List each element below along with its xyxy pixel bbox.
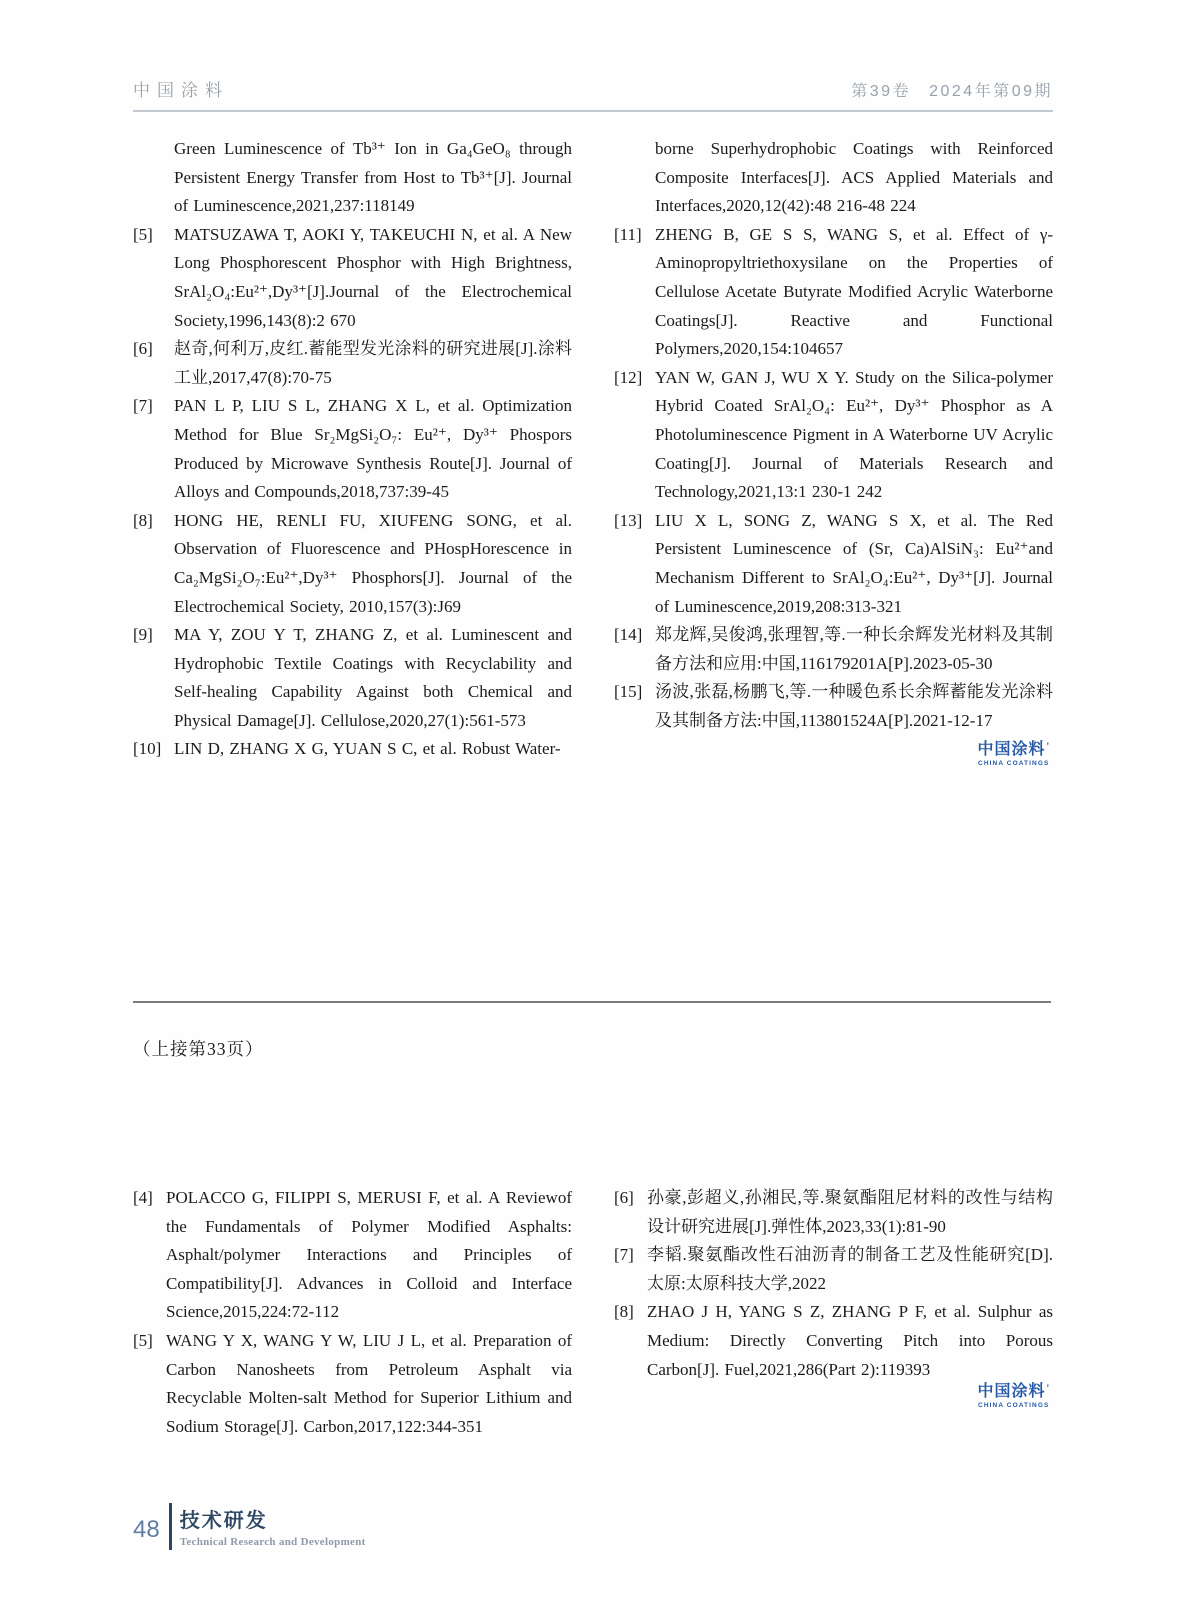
reference-item <box>614 1298 1053 1384</box>
reference-item <box>614 621 1053 678</box>
section-title-cn: 技术研发 <box>179 1510 268 1532</box>
reference-item <box>133 335 572 392</box>
page-number: 48 <box>133 1516 160 1543</box>
continuation-note: （上接第33页） <box>133 1039 264 1059</box>
reference-item <box>133 1327 572 1441</box>
reference-number: [6] <box>614 1188 634 1207</box>
references-bottom-section <box>133 1184 1053 1441</box>
reference-text: HONG HE, RENLI FU, XIUFENG SONG, et al. Observation of Fluorescence and PHospHorescence in Ca₂MgSi₂O₇:Eu²⁺,Dy³⁺ Phosphors[J]. Journal of the Electrochemical Society, 2010,157(3):J69 <box>174 510 572 616</box>
reference-item <box>133 392 572 506</box>
issue-info <box>851 78 1053 101</box>
reference-item <box>614 221 1053 364</box>
reference-item <box>133 507 572 621</box>
reference-item <box>614 1184 1053 1241</box>
logo-wordmark-cn: 中国涂料’ <box>977 1383 1050 1400</box>
journal-name: 中国涂料 <box>133 81 229 100</box>
reference-item <box>133 1184 572 1327</box>
reference-number: [15] <box>614 682 643 702</box>
reference-text: MATSUZAWA T, AOKI Y, TAKEUCHI N, et al. A New Long Phosphorescent Phosphor with High Brightness, SrAl₂O₄:Eu²⁺,Dy³⁺[J].Journal of the Electrochemical Society,1996,143(8):2 670 <box>174 224 572 330</box>
reference-number: [4] <box>133 1188 153 1207</box>
reference-number: [8] <box>614 1302 634 1322</box>
reference-number: [7] <box>133 396 153 416</box>
references-top-left-column <box>133 135 572 764</box>
reference-text: ZHENG B, GE S S, WANG S, et al. Effect of γ-Aminopropyltriethoxysilane on the Properties of Cellulose Acetate Butyrate Modified Acrylic Waterborne Coatings[J]. Reactive and Functional Polymers,2020,154:104657 <box>655 224 1053 359</box>
reference-text: 汤波,张磊,杨鹏飞,等.一种暖色系长余辉蓄能发光涂料及其制备方法:中国,113801524A[P].2021-12-17 <box>655 682 1053 730</box>
page-footer <box>133 1503 366 1550</box>
references-top-right-column <box>614 135 1053 764</box>
reference-text: Green Luminescence of Tb³⁺ Ion in Ga₄GeO₈ through Persistent Energy Transfer from Host to Tb³⁺[J]. Journal of Luminescence,2021,237:118149 <box>174 139 572 216</box>
reference-item <box>614 678 1053 735</box>
logo-wordmark-cn: 中国涂料’ <box>977 741 1050 758</box>
reference-number: [6] <box>133 339 153 359</box>
logo-mark: ’ <box>1046 741 1050 751</box>
reference-number: [11] <box>614 224 642 244</box>
reference-item <box>133 621 572 735</box>
logo-wordmark-en: CHINA COATINGS <box>978 1402 1050 1409</box>
reference-text: borne Superhydrophobic Coatings with Reinforced Composite Interfaces[J]. ACS Applied Materials and Interfaces,2020,12(42):48 216-48 224 <box>655 139 1053 216</box>
reference-number: [7] <box>614 1245 634 1265</box>
reference-text: LIU X L, SONG Z, WANG S X, et al. The Red Persistent Luminescence of (Sr, Ca)AlSiN₃: Eu²⁺and Mechanism Different to SrAl₂O₄:Eu²⁺, Dy³⁺[J]. Journal of Luminescence,2019,208:313-321 <box>655 510 1053 616</box>
reference-text: POLACCO G, FILIPPI S, MERUSI F, et al. A Reviewof the Fundamentals of Polymer Modified Asphalts: Asphalt/polymer Interactions and Principles of Compatibility[J]. Advances in Colloid and Interface Science,2015,224:72-112 <box>166 1188 572 1322</box>
reference-number: [10] <box>133 739 162 759</box>
reference-item <box>614 507 1053 621</box>
reference-text: PAN L P, LIU S L, ZHANG X L, et al. Optimization Method for Blue Sr₂MgSi₂O₇: Eu²⁺, Dy³⁺ Phospors Produced by Microwave Synthesis Route[J]. Journal of Alloys and Compounds,2018,737:39-45 <box>174 396 572 502</box>
reference-text: 李韬.聚氨酯改性石油沥青的制备工艺及性能研究[D].太原:太原科技大学,2022 <box>647 1245 1053 1293</box>
reference-number: [13] <box>614 510 643 530</box>
reference-text: YAN W, GAN J, WU X Y. Study on the Silica-polymer Hybrid Coated SrAl₂O₄: Eu²⁺, Dy³⁺ Phosphor as A Photoluminescence Pigment in A Waterborne UV Acrylic Coating[J]. Journal of Materials Research and Technology,2021,13:1 230-1 242 <box>655 367 1053 502</box>
reference-number: [5] <box>133 1330 153 1350</box>
reference-text: 孙豪,彭超义,孙湘民,等.聚氨酯阻尼材料的改性与结构设计研究进展[J].弹性体,2023,33(1):81-90 <box>647 1188 1053 1236</box>
china-coatings-logo <box>977 742 1050 768</box>
reference-item <box>614 364 1053 507</box>
section-title-en: Technical Research and Development <box>179 1536 366 1548</box>
reference-number: [12] <box>614 367 643 387</box>
reference-text: 郑龙辉,吴俊鸿,张理智,等.一种长余辉发光材料及其制备方法和应用:中国,116179201A[P].2023-05-30 <box>655 625 1053 673</box>
section-divider <box>133 1001 1051 1003</box>
china-coatings-logo <box>977 1384 1050 1410</box>
footer-divider-bar <box>169 1503 172 1550</box>
volume-label: 第39卷 <box>851 83 912 100</box>
page-header <box>133 76 1053 112</box>
reference-number: [5] <box>133 224 153 244</box>
footer-section-titles <box>180 1503 366 1550</box>
reference-text: WANG Y X, WANG Y W, LIU J L, et al. Preparation of Carbon Nanosheets from Petroleum Asphalt via Recyclable Molten-salt Method for Superior Lithium and Sodium Storage[J]. Carbon,2017,122:344-351 <box>166 1330 572 1436</box>
reference-item <box>614 135 1053 221</box>
references-bottom-left-column <box>133 1184 572 1441</box>
reference-item <box>133 735 572 764</box>
logo-mark: ’ <box>1046 1383 1050 1393</box>
reference-text: ZHAO J H, YANG S Z, ZHANG P F, et al. Sulphur as Medium: Directly Converting Pitch into Porous Carbon[J]. Fuel,2021,286(Part 2):119393 <box>647 1302 1053 1379</box>
issue-label: 2024年第09期 <box>929 83 1053 100</box>
reference-item <box>133 221 572 335</box>
references-top-section <box>133 135 1053 764</box>
reference-text: MA Y, ZOU Y T, ZHANG Z, et al. Luminescent and Hydrophobic Textile Coatings with Recyclability and Self-healing Capability Against both Chemical and Physical Damage[J]. Cellulose,2020,27(1):561-573 <box>174 625 572 730</box>
reference-number: [8] <box>133 510 153 530</box>
reference-item <box>614 1241 1053 1298</box>
reference-text: 赵奇,何利万,皮红.蓄能型发光涂料的研究进展[J].涂料工业,2017,47(8):70-75 <box>174 339 572 387</box>
reference-number: [9] <box>133 625 153 645</box>
logo-wordmark-en: CHINA COATINGS <box>978 760 1050 767</box>
reference-text: LIN D, ZHANG X G, YUAN S C, et al. Robust Water- <box>174 739 561 759</box>
reference-number: [14] <box>614 625 643 645</box>
reference-item <box>133 135 572 221</box>
